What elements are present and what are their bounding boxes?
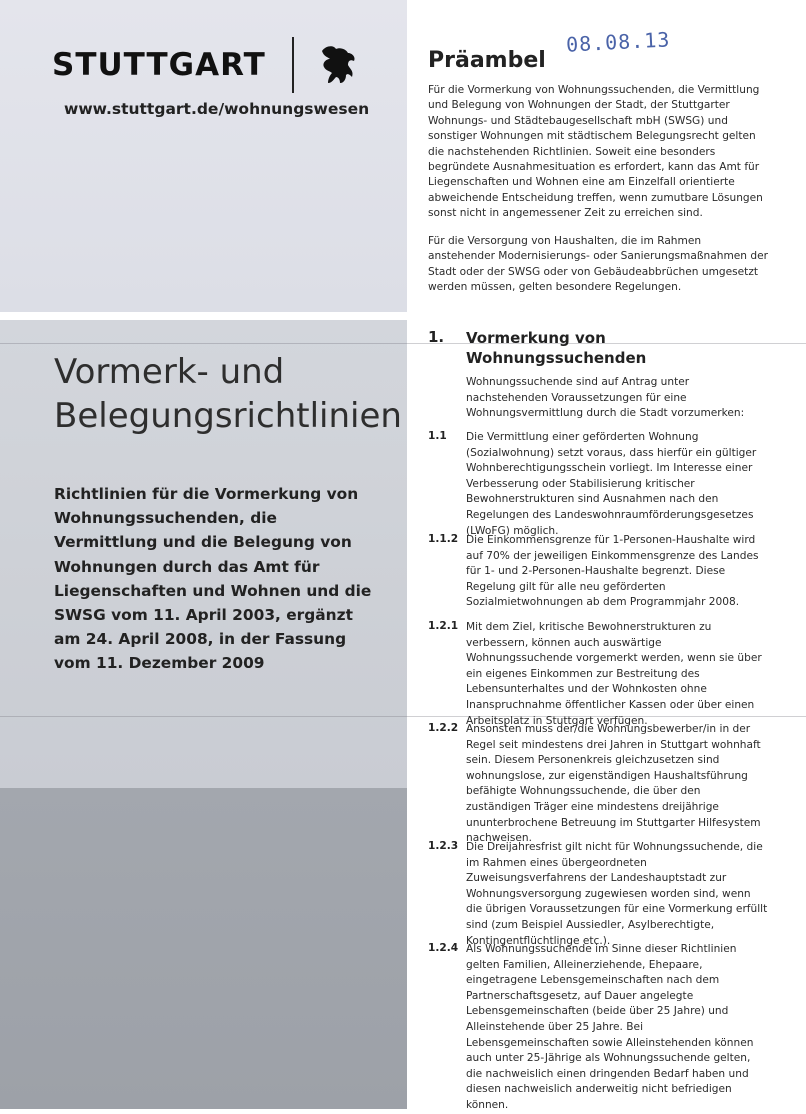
logo-divider	[292, 37, 294, 93]
document-subtitle: Richtlinien für die Vormerkung von Wohnungssuchenden, die Vermittlung und die Belegung von Wohnungen durch das Amt für Liegenschaften und Wohnen und die SWSG vom 11. April 2003, ergänzt am 24. April 2008, in der Fassung vom 11. Dezember 2009	[54, 485, 372, 673]
document-title	[54, 350, 402, 438]
item-text: Als Wohnungssuchende im Sinne dieser Richtlinien gelten Familien, Alleinerziehende, Ehepaare, eingetragene Lebensgemeinschaften nach dem Partnerschaftsgesetz, auf Dauer angelegte Lebensgemeinschaften (beide über 25 Jahre) und Alleinstehende über 25 Jahre. Bei Lebensgemeinschaften sowie Alleinstehenden können auch unter 25-Jährige als Wohnungssuchende gelten, die nachweislich einen dringenden Bedarf haben und diesen nachweislich anderweitig nicht befriedigen können.	[466, 943, 754, 1111]
horse-icon	[314, 43, 362, 87]
item-text: Die Vermittlung einer geförderten Wohnung (Sozialwohnung) setzt voraus, dass hierfür ein gültiger Wohnberechtigungsschein vorliegt. Im Interesse einer Verbesserung oder Stabilisierung kritischer Bewohnerstrukturen sind Ausnahmen nach den Regelungen des Landeswohnraumförderungsgesetzes (LWoFG) möglich.	[466, 431, 757, 537]
item-number: 1.2.1	[428, 620, 459, 632]
section-title: Vormerkung von Wohnungssuchenden	[466, 329, 647, 367]
preamble-title: Präambel	[428, 48, 546, 73]
preamble-paragraph-2: Für die Versorgung von Haushalten, die im Rahmen anstehender Modernisierungs- oder Sanierungsmaßnahmen der Stadt oder der SWSG oder von Gebäudeabbrüchen umgesetzt werden müssen, gelten besondere Regelungen.	[428, 235, 768, 294]
item-number: 1.1	[428, 430, 447, 442]
item-number: 1.2.2	[428, 722, 459, 734]
title-line-1: Vormerk- und	[54, 352, 285, 392]
item-text: Die Einkommensgrenze für 1-Personen-Haushalte wird auf 70% der jeweiligen Einkommensgrenze des Landes für 1- und 2-Personen-Haushalte begrenzt. Diese Regelung gilt für alle neu geförderten Sozialmietwohnungen ab dem Programmjahr 2008.	[466, 534, 759, 609]
item-number: 1.2.4	[428, 942, 459, 954]
logo-wordmark: STUTTGART	[52, 47, 266, 83]
item-text: Ansonsten muss der/die Wohnungsbewerber/in in der Regel seit mindestens drei Jahren in Stuttgart wohnhaft sein. Diesem Personenkreis gleichzusetzen sind wohnungslose, zur eigenständigen Haushaltsführung befähigte Wohnungssuchende, die über den zuständigen Träger eine mindestens dreijährige ununterbrochene Betreuung im Stuttgarter Hilfesystem nachweisen.	[466, 723, 761, 845]
item-text: Mit dem Ziel, kritische Bewohnerstrukturen zu verbessern, können auch auswärtige Wohnungssuchende vorgemerkt werden, wenn sie über ein eigenes Einkommen zur Bestreitung des Lebensunterhaltes und der Wohnkosten ohne Inanspruchnahme öffentlicher Kassen oder über einen Arbeitsplatz in Stuttgart verfügen.	[466, 621, 762, 727]
stuttgart-logo	[52, 42, 362, 88]
item-number: 1.2.3	[428, 840, 459, 852]
item-number: 1.1.2	[428, 533, 459, 545]
website-url: www.stuttgart.de/wohnungswesen	[64, 100, 370, 118]
cover-bottom-panel	[0, 788, 407, 1109]
handwritten-date: 08.08.13	[565, 27, 671, 57]
preamble-paragraph-1: Für die Vormerkung von Wohnungssuchenden, die Vermittlung und Belegung von Wohnungen der Stadt, der Stuttgarter Wohnungs- und Städtebaugesellschaft mbH (SWSG) und sonstiger Wohnungen mit städtischem Belegungsrecht gelten die nachstehenden Richtlinien. Soweit eine besonders begründete Ausnahmesituation es erfordert, kann das Amt für Liegenschaften und Wohnen eine am Einzelfall orientierte abweichende Entscheidung treffen, wenn zumutbare Lösungen sonst nicht in angemessener Zeit zu erreichen sind.	[428, 84, 763, 220]
section-intro: Wohnungssuchende sind auf Antrag unter nachstehenden Voraussetzungen für eine Wohnungsvermittlung durch die Stadt vorzumerken:	[466, 376, 745, 420]
title-line-2: Belegungsrichtlinien	[54, 396, 402, 436]
section-number: 1.	[428, 328, 445, 346]
item-text: Die Dreijahresfrist gilt nicht für Wohnungssuchende, die im Rahmen eines übergeordneten Zuweisungsverfahrens der Landeshauptstadt zur Wohnungsversorgung zugewiesen worden sind, wenn die übrigen Voraussetzungen für eine Vormerkung erfüllt sind (zum Beispiel Aussiedler, Asylberechtigte, Kontingentflüchtlinge etc.).	[466, 841, 768, 947]
